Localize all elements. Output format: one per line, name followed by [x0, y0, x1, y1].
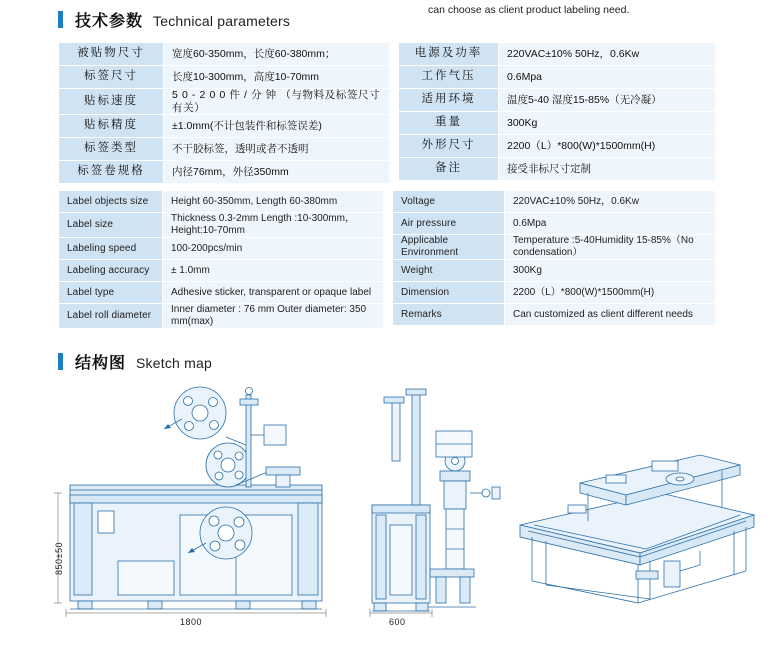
row-value: ± 1.0mm	[163, 260, 384, 282]
table-row	[399, 135, 716, 158]
table-row	[399, 43, 716, 66]
row-key: 备注	[399, 158, 499, 181]
row-key: Weight	[393, 260, 505, 282]
row-key: 被贴物尺寸	[59, 43, 164, 66]
row-value: Height 60-350mm, Length 60-380mm	[163, 191, 384, 213]
dimension-side-width: 600	[389, 617, 406, 627]
row-key: 重量	[399, 112, 499, 135]
table-row	[399, 158, 716, 181]
table-row	[393, 235, 716, 260]
table-row	[393, 282, 716, 304]
row-value: 内径76mm，外径350mm	[164, 161, 390, 184]
row-key: Label objects size	[59, 191, 163, 213]
row-value: 300Kg	[499, 112, 716, 135]
row-key: Label type	[59, 282, 163, 304]
row-value: 不干胶标签，透明或者不透明	[164, 138, 390, 161]
row-key: 外形尺寸	[399, 135, 499, 158]
row-key: 贴标速度	[59, 89, 164, 115]
row-key: 贴标精度	[59, 115, 164, 138]
row-key: Labeling speed	[59, 238, 163, 260]
section-title-cn: 结构图	[75, 355, 127, 372]
row-value: 接受非标尺寸定制	[499, 158, 716, 181]
row-value: 220VAC±10% 50Hz，0.6Kw	[499, 43, 716, 66]
row-key: Remarks	[393, 304, 505, 326]
table-row	[393, 304, 716, 326]
table-row	[59, 304, 384, 329]
accent-bar-icon	[58, 353, 63, 370]
row-value: 宽度60-350mm，长度60-380mm；	[164, 43, 390, 66]
row-value: Temperature :5-40Humidity 15-85%（No condensation）	[505, 235, 716, 260]
table-row	[59, 66, 390, 89]
table-row	[59, 161, 390, 184]
row-key: Dimension	[393, 282, 505, 304]
table-cn-right	[398, 42, 716, 181]
row-key: Applicable Environment	[393, 235, 505, 260]
sketch-map-drawings	[40, 375, 760, 637]
row-value: 220VAC±10% 50Hz，0.6Kw	[505, 191, 716, 213]
row-key: Labeling accuracy	[59, 260, 163, 282]
dimension-front-height: 850±50	[54, 542, 64, 575]
row-key: 电源及功率	[399, 43, 499, 66]
section-title-en: Sketch map	[136, 355, 212, 371]
table-row	[399, 66, 716, 89]
row-value: Adhesive sticker, transparent or opaque label	[163, 282, 384, 304]
accent-bar-icon	[58, 11, 63, 28]
row-value: ±1.0mm(不计包装件和标签误差)	[164, 115, 390, 138]
table-row	[393, 213, 716, 235]
dimension-front-width: 1800	[180, 617, 203, 627]
table-en-left	[58, 190, 384, 329]
row-value: Thickness 0.3-2mm Length :10-300mm，Height:10-70mm	[163, 213, 384, 238]
row-key: Label roll diameter	[59, 304, 163, 329]
row-value: Can customized as client different needs	[505, 304, 716, 326]
row-key: 标签类型	[59, 138, 164, 161]
table-row	[59, 191, 384, 213]
row-key: 工作气压	[399, 66, 499, 89]
table-row	[393, 260, 716, 282]
row-key: Label size	[59, 213, 163, 238]
table-row	[59, 282, 384, 304]
row-value: 2200（L）*800(W)*1500mm(H)	[505, 282, 716, 304]
row-value: Inner diameter : 76 mm Outer diameter: 350 mm(max)	[163, 304, 384, 329]
row-value: 300Kg	[505, 260, 716, 282]
machine-technical-drawing	[40, 375, 760, 637]
section-title-cn: 技术参数	[75, 13, 144, 30]
table-cn-left	[58, 42, 390, 184]
row-key: Air pressure	[393, 213, 505, 235]
row-value: 5 0 - 2 0 0 件 / 分 钟 （与物料及标签尺寸有关）	[164, 89, 390, 115]
row-key: 标签尺寸	[59, 66, 164, 89]
table-en-right	[392, 190, 716, 326]
table-row	[59, 115, 390, 138]
section-title-en: Technical parameters	[153, 13, 291, 29]
table-row	[59, 238, 384, 260]
row-value: 温度5-40 湿度15-85%（无冷凝）	[499, 89, 716, 112]
row-value: 100-200pcs/min	[163, 238, 384, 260]
table-row	[59, 89, 390, 115]
section-heading-technical-parameters	[58, 8, 290, 31]
row-key: 适用环境	[399, 89, 499, 112]
table-row	[59, 138, 390, 161]
row-value: 长度10-300mm，高度10-70mm	[164, 66, 390, 89]
row-key: 标签卷规格	[59, 161, 164, 184]
top-note-text: can choose as client product labeling need.	[428, 4, 630, 16]
row-value: 0.6Mpa	[505, 213, 716, 235]
row-value: 0.6Mpa	[499, 66, 716, 89]
row-key: Voltage	[393, 191, 505, 213]
table-row	[399, 112, 716, 135]
row-value: 2200（L）*800(W)*1500mm(H)	[499, 135, 716, 158]
table-row	[59, 260, 384, 282]
table-row	[59, 213, 384, 238]
table-row	[59, 43, 390, 66]
table-row	[399, 89, 716, 112]
table-row	[393, 191, 716, 213]
section-heading-sketch-map	[58, 350, 212, 373]
